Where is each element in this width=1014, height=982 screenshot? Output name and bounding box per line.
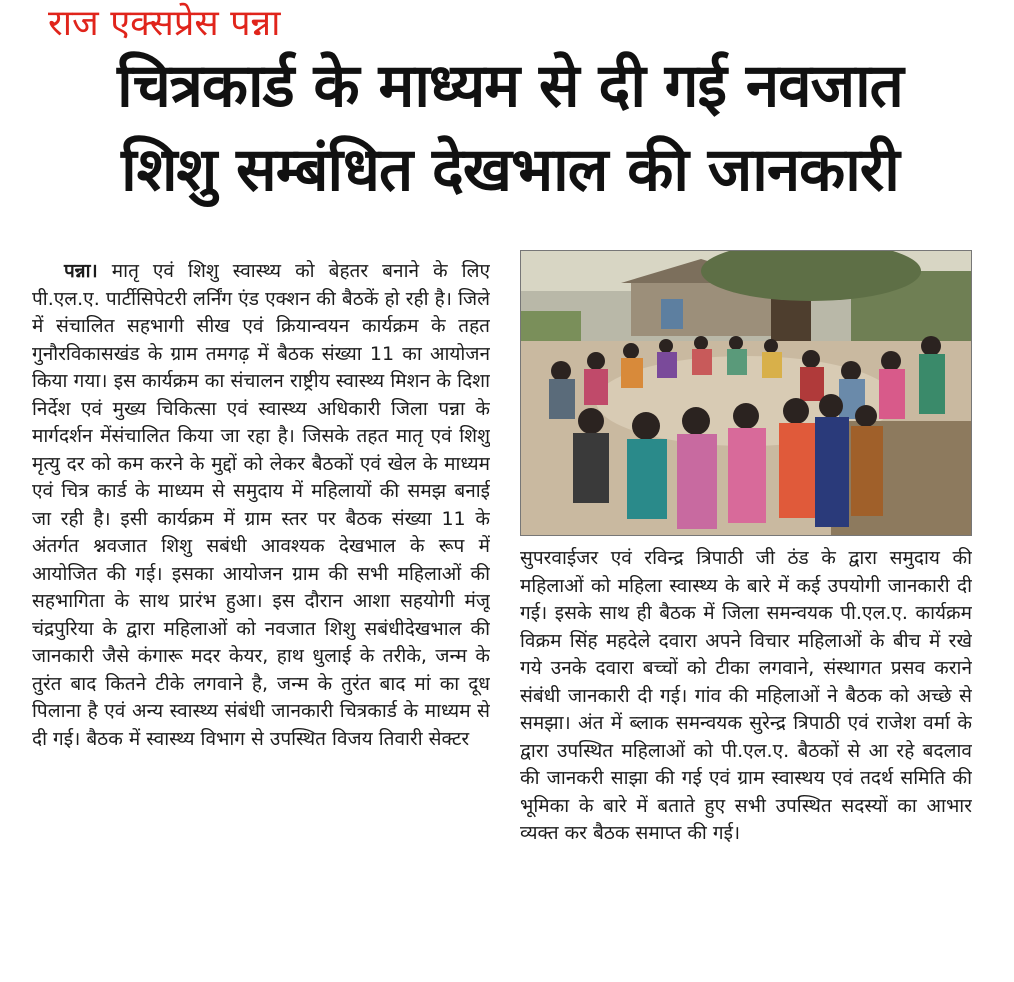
headline-line-2: शिशु सम्बंधित देखभाल की जानकारी [121,135,899,205]
headline [30,44,990,212]
article-paragraph-right: सुपरवाईजर एवं रविन्द्र त्रिपाठी जी ठंड के द्वारा समुदाय की महिलाओं को महिला स्वास्थ्य के बारे में कई उपयोगी जानकारी दी गई। इसके साथ ही बैठक में जिला समन्वयक पी.एल.ए. कार्यक्रम विक्रम सिंह महदेले दवारा अपने विचार महिलाओं के बीच में रखे गये उनके दवारा बच्चों को टीका लगवाने, संस्थागत प्रसव कराने संबंधी जानकारी दी गई। गांव की महिलाओं ने बैठक को अच्छे से समझा। अंत में ब्लाक समन्वयक सुरेन्द्र त्रिपाठी एवं राजेश वर्मा के द्वारा उपस्थित महिलाओं को पी.एल.ए. बैठकों से आ रहे बदलाव की जानकरी साझा की गई एवं ग्राम स्वास्थय एवं तदर्थ समिति की भूमिका के बारे में बताते हुए सभी उपस्थित सदस्यों का आभार व्यक्त कर बैठक समाप्त की गई। [520,547,972,844]
article-body-left: मातृ एवं शिशु स्वास्थ्य को बेहतर बनाने के लिए पी.एल.ए. पार्टीसिपेटरी लर्निंग एंड एक्शन की बैठकें हो रही है। जिले में संचालित सहभागी सीख एवं क्रियान्वयन कार्यक्रम के तहत गुनौरविकासखंड के ग्राम तमगढ़ में बैठक संख्या 11 का आयोजन किया गया। इस कार्यक्रम का संचालन राष्ट्रीय स्वास्थ्य मिशन के दिशा निर्देश एवं मुख्य चिकित्सा एवं स्वास्थ्य अधिकारी जिला पन्ना के मार्गदर्शन मेंसंचालित किया जा रहा है। जिसके तहत मातृ एवं शिशु मृत्यु दर को कम करने के मुद्दों को लेकर बैठकों एवं खेल के माध्यम एवं चित्र कार्ड के माध्यम से समुदाय में महिलायों की समझ बनाई जा रही है। इसी कार्यक्रम में ग्राम स्तर पर बैठक संख्या 11 के अंतर्गत श्नवजात शिशु सबंधी आवश्यक देखभाल के रूप में आयोजित की गई। इसका आयोजन ग्राम की सभी महिलाओं की सहभागिता के साथ प्रारंभ हुआ। इस दौरान आशा सहयोगी मंजू चंद्रपुरिया के द्वारा महिलाओं को नवजात शिशु सबंधीदेखभाल की जानकारी जैसे कंगारू मदर केयर, हाथ धुलाई के तरीके, जन्म के तुरंत बाद कितने टीके लगवाने है, जन्म के तुरंत बाद मां का दूध पिलाना है एवं अन्य स्वास्थ्य संबंधी जानकारी चित्रकार्ड के माध्यम से दी गई। बैठक में स्वास्थ्य विभाग से उपस्थित विजय तिवारी सेक्टर [32,260,490,750]
headline-line-1: चित्रकार्ड के माध्यम से दी गई नवजात [117,51,903,121]
article-column-right [520,545,972,965]
newspaper-source-label: राज एक्सप्रेस पन्ना [48,3,281,44]
village-meeting-illustration [521,251,971,535]
article-column-left [32,258,490,963]
article-dateline: पन्ना। [64,260,98,282]
meeting-photo [520,250,972,536]
article-paragraph-left [32,258,490,753]
